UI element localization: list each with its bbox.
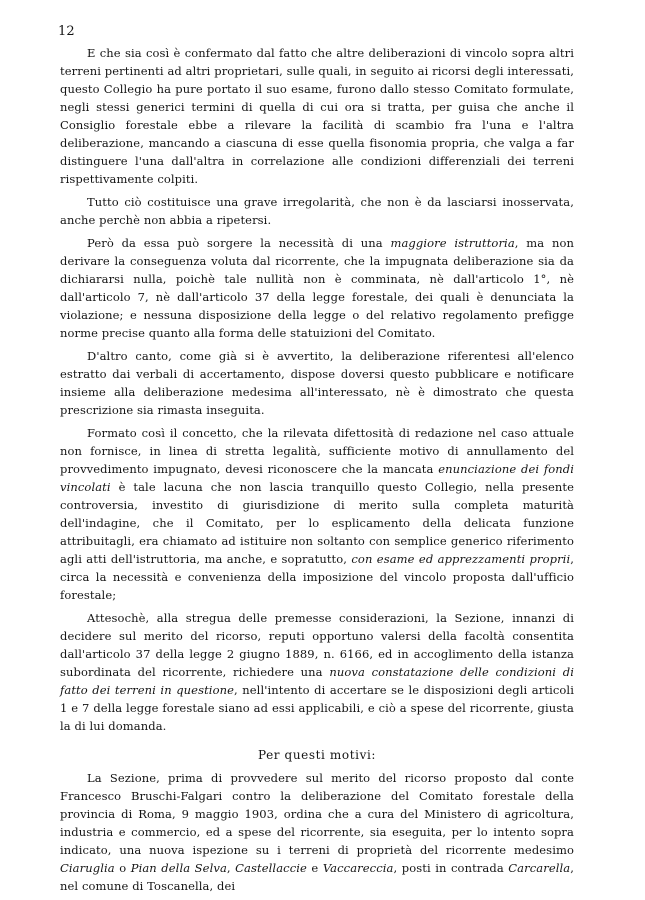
section-heading: Per questi motivi: bbox=[257, 748, 377, 762]
italic-text: Pian della Selva bbox=[130, 861, 227, 875]
italic-text: maggiore istruttoria bbox=[390, 236, 515, 250]
italic-text: Vaccareccia bbox=[322, 861, 394, 875]
text-run: Però da essa può sorgere la necessità di una bbox=[87, 236, 391, 250]
text-run: , bbox=[226, 861, 236, 875]
paragraph bbox=[60, 424, 574, 604]
italic-text: con esame ed apprezzamenti proprii bbox=[351, 552, 571, 566]
italic-text: enunciazione dei fondi vincolati bbox=[60, 462, 574, 494]
text-run: , nell'intento di accertare se le disposizioni degli articoli 1 e 7 della legge forestale siano ad essi applicabili, e ciò a spese del ricorrente, giusta la di lui domanda. bbox=[60, 683, 574, 733]
text-run: è tale lacuna che non lascia tranquillo questo Collegio, nella presente controversia, investito di giurisdizione di merito sulla completa maturità dell'indagine, che il Comitato, per lo esplicamento della delicata funzione attribuitagli, era chiamato ad istituire non soltanto con semplice generico riferimento agli atti dell'istruttoria, ma anche, e sopratutto, bbox=[60, 480, 574, 566]
paragraph bbox=[60, 347, 574, 419]
italic-text: Castellaccie bbox=[235, 861, 307, 875]
italic-text: nuova constatazione delle condizioni di fatto dei terreni in questione bbox=[60, 665, 574, 697]
text-run: La Sezione, prima di provvedere sul merito del ricorso proposto dal conte Francesco Bruschi-Falgari contro la deliberazione del Comitato forestale della provincia di Roma, 9 maggio 1903, ordina che a cura del Ministero di agricoltura, industria e commercio, ed a spese del ricorrente, sia eseguita, per lo intento sopra indicato, una nuova ispezione su i terreni di proprietà del ricorrente medesimo bbox=[60, 771, 574, 857]
paragraph-list bbox=[60, 44, 574, 735]
italic-text: Ciaruglia bbox=[60, 861, 115, 875]
italic-text: Carcarella bbox=[508, 861, 571, 875]
page-number: 12 bbox=[58, 24, 75, 39]
text-run: , circa la necessità e convenienza della imposizione del vincolo proposta dall'ufficio forestale; bbox=[60, 552, 574, 602]
text-run: , posti in contrada bbox=[393, 861, 509, 875]
paragraph bbox=[60, 609, 574, 735]
text-run: , ma non derivare la conseguenza voluta dal ricorrente, che la impugnata deliberazione sia da dichiararsi nulla, poichè tale nullità non è comminata, nè dall'articolo 1°, nè dall'articolo 7, nè dall'articolo 37 della legge forestale, dei quali è denunciata la violazione; e nessuna disposizione della legge o del relativo regolamento prefigge norme precise quanto alla forma delle statuizioni del Comitato. bbox=[60, 236, 574, 340]
paragraph bbox=[60, 193, 574, 229]
paragraph bbox=[60, 234, 574, 342]
text-run: , nel comune di Toscanella, dei bbox=[60, 861, 575, 893]
final-paragraph bbox=[60, 769, 574, 895]
text-run: Tutto ciò costituisce una grave irregolarità, che non è da lasciarsi inosservata, anche perchè non abbia a ripetersi. bbox=[60, 195, 574, 227]
text-run: o bbox=[114, 861, 131, 875]
text-run: E che sia così è confermato dal fatto che altre deliberazioni di vincolo sopra altri terreni pertinenti ad altri proprietari, sulle quali, in seguito ai ricorsi degli interessati, questo Collegio ha pure portato il suo esame, furono dallo stesso Comitato formulate, negli stessi generici termini di quella di cui ora si tratta, per guisa che anche il Consiglio forestale ebbe a rilevare la facilità di scambio fra l'una e l'altra deliberazione, mancando a ciascuna di esse quella fisonomia propria, che valga a far distinguere l'una dall'altra in correlazione alle condizioni differenziali dei terreni rispettivamente colpiti. bbox=[60, 46, 574, 186]
paragraph bbox=[60, 44, 574, 188]
text-run: Formato così il concetto, che la rilevata difettosità di redazione nel caso attuale non fornisce, in linea di stretta legalità, sufficiente motivo di annullamento del provvedimento impugnato, devesi riconoscere che la mancata bbox=[60, 426, 574, 476]
page-body bbox=[60, 44, 574, 900]
text-run: e bbox=[306, 861, 323, 875]
text-run: Attesochè, alla stregua delle premesse considerazioni, la Sezione, innanzi di decidere sul merito del ricorso, reputi opportuno valersi della facoltà consentita dall'articolo 37 della legge 2 giugno 1889, n. 6166, ed in accoglimento della istanza subordinata del ricorrente, richiedere una bbox=[60, 611, 574, 679]
text-run: D'altro canto, come già si è avvertito, la deliberazione riferentesi all'elenco estratto dai verbali di accertamento, dispose doversi questo pubblicare e notificare insieme alla deliberazione medesima all'interessato, nè è dimostrato che questa prescrizione sia rimasta inseguita. bbox=[60, 349, 574, 417]
